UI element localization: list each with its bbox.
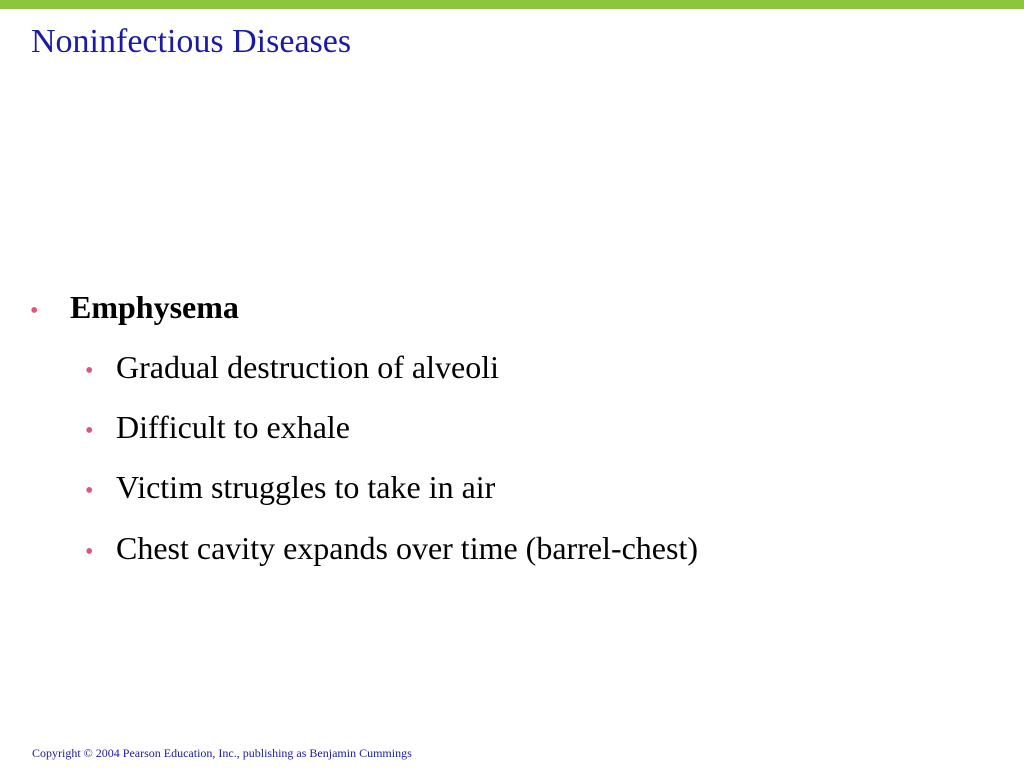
sub-bullet-text: Victim struggles to take in air <box>116 469 496 505</box>
slide-title: Noninfectious Diseases <box>31 23 352 60</box>
sub-bullet <box>85 466 495 512</box>
bullet-icon: • <box>85 478 94 504</box>
sub-bullet <box>85 346 499 392</box>
sub-bullet-text: Gradual destruction of alveoli <box>116 349 499 385</box>
bullet-icon: • <box>85 358 94 384</box>
sub-bullet <box>85 406 350 452</box>
bullet-icon: • <box>30 298 39 324</box>
main-bullet <box>30 286 239 332</box>
sub-bullet-text: Chest cavity expands over time (barrel-chest) <box>116 530 698 566</box>
bullet-icon: • <box>85 539 94 565</box>
sub-bullet-text: Difficult to exhale <box>116 409 350 445</box>
main-bullet-text: Emphysema <box>70 289 239 325</box>
sub-bullet <box>85 527 698 573</box>
bullet-icon: • <box>85 418 94 444</box>
copyright-footer: Copyright © 2004 Pearson Education, Inc., publishing as Benjamin Cummings <box>32 746 412 760</box>
